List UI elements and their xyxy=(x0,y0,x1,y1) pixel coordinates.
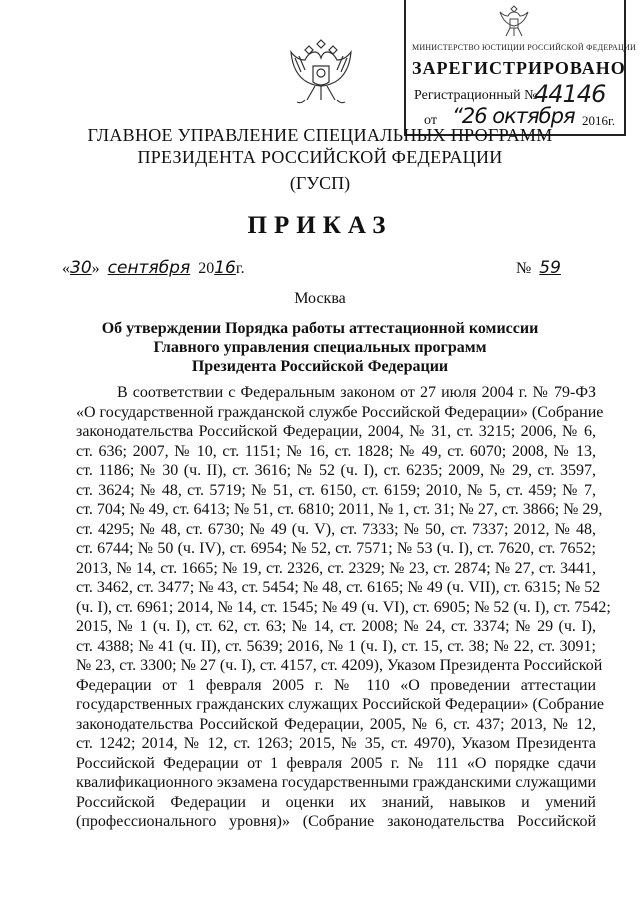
order-number xyxy=(516,258,571,278)
body-line: «О государственной гражданской службе Российской Федерации» (Собрание xyxy=(76,403,604,421)
eagle-emblem-icon xyxy=(494,2,534,40)
stamp-reg-number: 44146 xyxy=(534,80,606,108)
body-line: ст. 3624; № 48, ст. 5719; № 51, ст. 6150, ст. 6159; 2010, № 5, ст. 459; № 7, xyxy=(76,481,596,499)
order-date xyxy=(62,258,245,278)
stamp-registered: ЗАРЕГИСТРИРОВАНО xyxy=(412,58,626,78)
subject-line: Об утверждении Порядка работы аттестационной комиссии xyxy=(101,320,539,337)
order-number-label: № xyxy=(516,260,532,277)
registration-stamp xyxy=(404,0,636,136)
body-line: ст. 4295; № 48, ст. 6730; № 49 (ч. V), ст. 7333; № 50, ст. 7337; 2012, № 48, xyxy=(76,520,596,538)
body-line: законодательства Российской Федерации, 2005, № 6, ст. 437; 2013, № 12, xyxy=(76,715,596,733)
body-line: 2013, № 14, ст. 1665; № 19, ст. 2326, ст. 2329; № 23, ст. 2874; № 27, ст. 3441, xyxy=(76,559,596,577)
date-open-quote: « xyxy=(62,260,70,277)
body-line: Российской Федерации от 1 февраля 2005 г. № 111 «О порядке сдачи xyxy=(76,754,596,772)
order-year-prefix: 20 xyxy=(198,260,215,277)
order-month: сентября xyxy=(107,258,191,278)
body-line: (ч. I), ст. 6961; 2014, № 14, ст. 1545; № 49 (ч. VI), ст. 6905; № 52 (ч. I), ст. 7542; xyxy=(76,598,611,616)
body-line: Федерации от 1 февраля 2005 г. № 110 «О проведении аттестации xyxy=(76,676,596,694)
body-line: ст. 6744; № 50 (ч. IV), ст. 6954; № 52, ст. 7571; № 53 (ч. I), ст. 7620, ст. 7652; xyxy=(76,540,596,557)
order-day: 30 xyxy=(70,258,92,278)
body-line: (профессионального уровня)» (Собрание законодательства Российской xyxy=(76,813,596,830)
order-body xyxy=(76,383,611,832)
body-line: № 23, ст. 3300; № 27 (ч. I), ст. 4157, ст. 4209), Указом Президента Российской xyxy=(76,657,603,674)
order-city: Москва xyxy=(294,290,346,307)
subject-line: Президента Российской Федерации xyxy=(191,358,449,375)
order-subject xyxy=(0,319,640,376)
body-line: Российской Федерации и оценки их знаний, навыков и умений xyxy=(76,793,596,811)
org-name-line2: ПРЕЗИДЕНТА РОССИЙСКОЙ ФЕДЕРАЦИИ xyxy=(137,147,503,167)
body-line: законодательства Российской Федерации, 2004, № 31, ст. 3215; 2006, № 6, xyxy=(76,423,596,440)
order-number-value: 59 xyxy=(539,258,561,278)
coat-of-arms-icon xyxy=(287,38,355,108)
stamp-reg-date: “26 октября xyxy=(452,104,575,128)
stamp-reg-label: Регистрационный № xyxy=(414,88,538,103)
body-line: государственных гражданских служащих Российской Федерации» (Собрание xyxy=(76,696,604,713)
body-line: ст. 704; № 49, ст. 6413; № 51, ст. 6810; 2011, № 1, ст. 31; № 27, ст. 3866; № 29, xyxy=(76,501,603,518)
org-name-line1: ГЛАВНОЕ УПРАВЛЕНИЕ СПЕЦИАЛЬНЫХ ПРОГРАММ xyxy=(87,125,553,145)
body-line: ст. 636; 2007, № 10, ст. 1151; № 16, ст. 1828; № 49, ст. 6070; 2008, № 13, xyxy=(76,442,596,460)
document-title: ПРИКАЗ xyxy=(247,212,393,239)
stamp-from-label: от xyxy=(424,113,437,128)
subject-line: Главного управления специальных программ xyxy=(153,339,487,356)
order-year-suffix: 16 xyxy=(214,258,236,278)
org-abbreviation: (ГУСП) xyxy=(289,173,351,193)
body-line: квалификационного экзамена государственными гражданскими служащими xyxy=(76,774,596,791)
body-line: ст. 1242; 2014, № 12, ст. 1263; 2015, № 35, ст. 4970), Указом Президента xyxy=(76,735,596,752)
body-line: В соответствии с Федеральным законом от 27 июля 2004 г. № 79-ФЗ xyxy=(117,384,596,401)
body-line: ст. 1186; № 30 (ч. II), ст. 3616; № 52 (ч. I), ст. 6235; 2009, № 29, ст. 3597, xyxy=(76,462,596,479)
date-close-quote: » xyxy=(91,260,100,277)
stamp-reg-year: 2016г. xyxy=(582,113,616,128)
body-line: ст. 4388; № 41 (ч. II), ст. 5639; 2016, № 1 (ч. I), ст. 15, ст. 38; № 22, ст. 3091; xyxy=(76,637,596,655)
order-year-unit: г. xyxy=(235,260,245,277)
body-line: 2015, № 1 (ч. I), ст. 62, ст. 63; № 14, ст. 2008; № 24, ст. 3374; № 29 (ч. I), xyxy=(76,618,596,635)
body-line: ст. 3462, ст. 3477; № 43, ст. 5454; № 48, ст. 6165; № 49 (ч. VII), ст. 6315; № 52 xyxy=(76,579,601,596)
stamp-ministry: МИНИСТЕРСТВО ЮСТИЦИИ РОССИЙСКОЙ ФЕДЕРАЦИИ xyxy=(412,43,636,52)
